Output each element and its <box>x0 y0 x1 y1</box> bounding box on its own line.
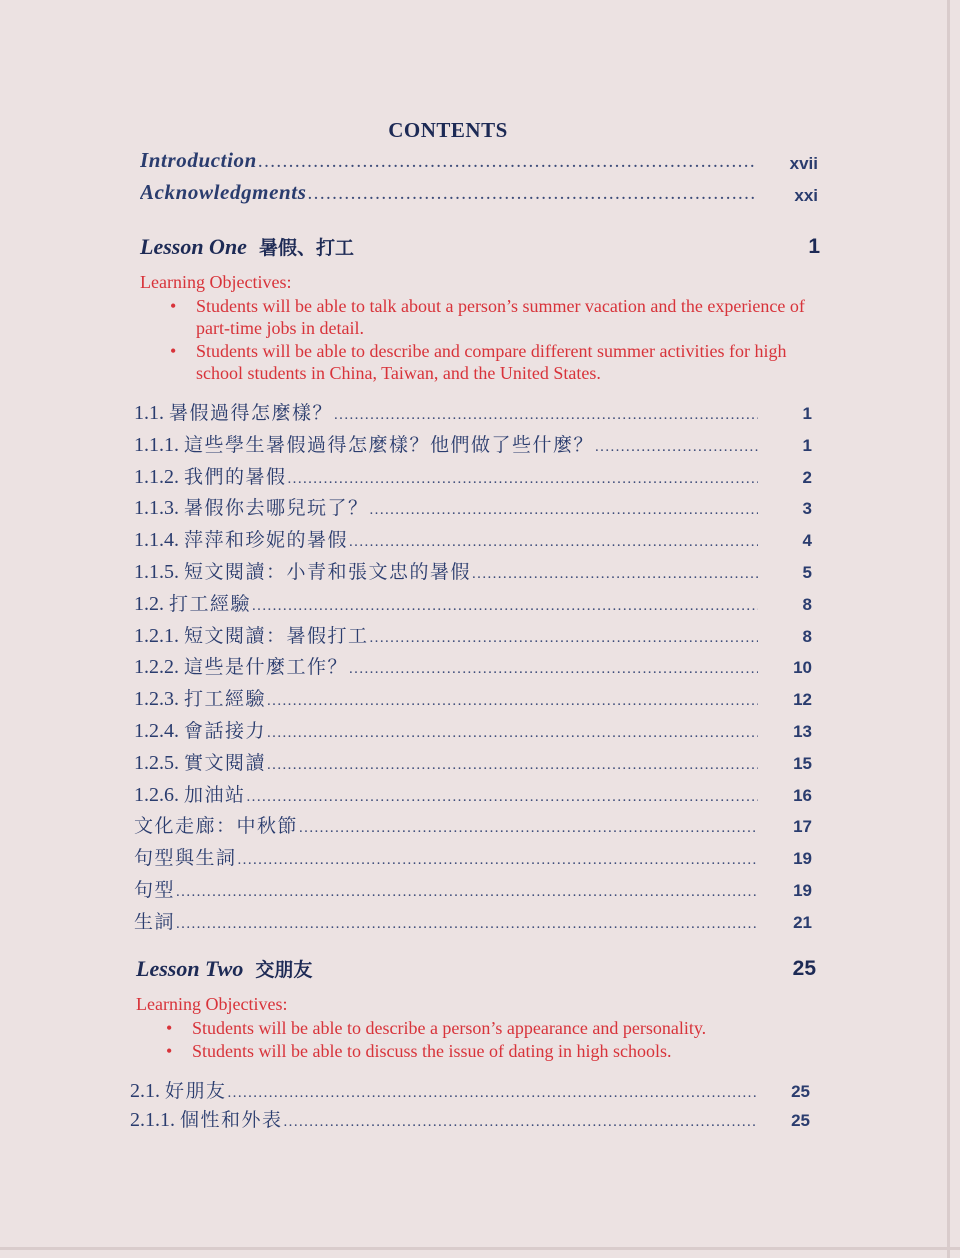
toc-entry-label <box>134 652 348 679</box>
toc-entry-label <box>134 684 266 711</box>
toc-entry-label <box>134 811 298 838</box>
toc-entry-page: 16 <box>793 785 812 805</box>
leader-dots <box>284 1114 758 1131</box>
toc-entry-page: 13 <box>793 722 812 741</box>
leader-dots <box>370 502 758 519</box>
toc-entry[interactable] <box>130 1105 758 1132</box>
toc-entry-text: 打工經驗 <box>169 592 252 615</box>
toc-entry-page: 21 <box>793 912 812 932</box>
toc-entry[interactable] <box>134 557 758 584</box>
toc-entry-page: 15 <box>793 753 812 773</box>
toc-entry-text: 好朋友 <box>165 1080 227 1102</box>
toc-entry-text: 這些學生暑假過得怎麼樣？他們做了些什麼？ <box>184 433 595 456</box>
toc-entry-page: 2 <box>802 467 812 487</box>
toc-entry-text: 句型 <box>134 879 176 901</box>
leader-dots <box>472 566 758 583</box>
lesson-page: 1 <box>808 235 820 258</box>
lesson-heading[interactable] <box>140 233 354 260</box>
toc-entry[interactable] <box>134 462 758 489</box>
toc-entry-label <box>134 875 175 902</box>
toc-entry-text: 加油站 <box>184 783 246 806</box>
toc-entry-label <box>134 621 369 648</box>
leader-dots <box>176 884 758 901</box>
lesson-title: Lesson Two <box>136 956 244 981</box>
leader-dots <box>228 1085 758 1102</box>
toc-entry-text: 暑假你去哪兒玩了？ <box>184 497 369 520</box>
toc-entry[interactable] <box>134 748 758 775</box>
objective-item: • Students will be able to describe and compare different summer activities for high school students in China, Taiwan, and the United States. <box>166 340 822 384</box>
toc-entry-text: 短文閱讀：暑假打工 <box>184 624 369 647</box>
toc-entry-page: 3 <box>802 499 812 519</box>
toc-entry-label <box>130 1105 283 1132</box>
toc-entry-number: 1.1.2. <box>134 465 179 488</box>
toc-entry-number: 1.1. <box>134 402 164 424</box>
objective-item: • Students will be able to discuss the issue of dating in high schools. <box>162 1040 822 1062</box>
toc-entry-text: 萍萍和珍妮的暑假 <box>184 529 349 552</box>
leader-dots <box>299 820 758 837</box>
toc-entry-text: 短文閱讀：小青和張文忠的暑假 <box>184 561 472 583</box>
toc-entry-page: 25 <box>791 1082 810 1101</box>
toc-entry-text: 句型與生詞 <box>134 847 237 870</box>
leader-dots <box>247 789 758 806</box>
toc-entry-label <box>134 589 251 616</box>
toc-entry[interactable] <box>134 430 758 457</box>
toc-entry-label: Introduction <box>140 148 257 172</box>
toc-entry-number: 2.1.1. <box>130 1108 175 1131</box>
objectives-list <box>166 295 822 385</box>
toc-entry-number: 1.2.6. <box>134 783 179 806</box>
page-title: CONTENTS <box>388 118 508 142</box>
toc-entry-label <box>134 557 471 584</box>
leader-dots <box>267 757 758 774</box>
toc-entry[interactable] <box>134 525 758 552</box>
toc-entry-label <box>130 1076 227 1103</box>
toc-entry-number: 2.1. <box>130 1080 160 1102</box>
lesson-heading[interactable] <box>136 955 312 982</box>
toc-entry-page: 5 <box>802 563 812 582</box>
toc-entry[interactable] <box>130 1076 758 1103</box>
toc-entry-label <box>134 716 266 743</box>
toc-entry-page: 25 <box>791 1110 810 1130</box>
leader-dots <box>308 183 756 205</box>
toc-entry-page: 4 <box>802 531 812 551</box>
page-edge-right <box>947 0 950 1258</box>
toc-entry[interactable] <box>134 780 758 807</box>
objectives-title: Learning Objectives: <box>136 994 288 1014</box>
toc-entry-page: 19 <box>793 849 812 869</box>
toc-entry-text: 實文閱讀 <box>184 751 267 774</box>
leader-dots <box>258 151 756 173</box>
toc-entry-page: 1 <box>802 404 812 423</box>
toc-entry-text: 生詞 <box>134 910 176 933</box>
toc-entry-number: 1.1.4. <box>134 529 179 552</box>
toc-entry[interactable] <box>134 493 758 520</box>
toc-entry[interactable] <box>134 589 758 616</box>
toc-entry-label <box>134 462 287 489</box>
leader-dots <box>238 852 758 869</box>
toc-entry-text: 打工經驗 <box>184 688 267 711</box>
leader-dots <box>288 471 758 488</box>
toc-entry-text: 會話接力 <box>184 720 267 742</box>
toc-entry[interactable] <box>134 398 758 425</box>
toc-entry-acknowledgments[interactable] <box>140 180 756 205</box>
toc-entry-label: Acknowledgments <box>140 180 307 204</box>
toc-entry-number: 1.2.3. <box>134 688 179 711</box>
toc-entry-page: 8 <box>802 626 812 646</box>
leader-dots <box>349 661 758 678</box>
toc-entry-number: 1.1.3. <box>134 497 179 520</box>
toc-entry-page: xxi <box>794 186 818 205</box>
toc-entry-page: 8 <box>802 594 812 614</box>
lesson-title-zh: 暑假、打工 <box>258 237 354 259</box>
toc-entry-label <box>134 907 175 934</box>
toc-entry-page: xvii <box>789 154 818 173</box>
leader-dots <box>334 407 758 424</box>
toc-entry-page: 19 <box>793 881 812 900</box>
lesson-title: Lesson One <box>140 234 247 259</box>
toc-entry-page: 1 <box>802 435 812 455</box>
toc-entry[interactable] <box>134 652 758 679</box>
objective-item: • Students will be able to talk about a person’s summer vacation and the experience of part-time jobs in detail. <box>166 295 822 339</box>
toc-entry-number: 1.2.5. <box>134 751 179 774</box>
toc-entry-number: 1.2.2. <box>134 656 179 679</box>
page-edge-bottom <box>0 1247 960 1250</box>
toc-entry-number: 1.2.4. <box>134 720 179 742</box>
toc-entry[interactable] <box>134 907 758 934</box>
leader-dots <box>349 534 758 551</box>
toc-entry-text: 我們的暑假 <box>184 465 287 488</box>
leader-dots <box>267 725 758 742</box>
lesson-title-zh: 交朋友 <box>255 959 313 981</box>
leader-dots <box>176 916 758 933</box>
toc-entry-number: 1.2.1. <box>134 624 179 647</box>
toc-entry-text: 這些是什麼工作？ <box>184 656 349 679</box>
toc-entry[interactable] <box>134 875 758 902</box>
toc-entry-label <box>134 493 369 520</box>
toc-entry-label <box>134 780 246 807</box>
toc-entry[interactable] <box>134 684 758 711</box>
objectives-title: Learning Objectives: <box>140 272 292 292</box>
toc-entry-page: 17 <box>793 817 812 837</box>
toc-entry-introduction[interactable] <box>140 148 756 173</box>
objective-item: • Students will be able to describe a person’s appearance and personality. <box>162 1017 822 1039</box>
toc-entry[interactable] <box>134 621 758 648</box>
leader-dots <box>595 439 758 456</box>
toc-entry-label <box>134 398 333 425</box>
toc-entry[interactable] <box>134 843 758 870</box>
leader-dots <box>267 693 758 710</box>
toc-entry-label <box>134 430 594 457</box>
toc-entry[interactable] <box>134 811 758 838</box>
toc-entry-label <box>134 525 348 552</box>
toc-entry-text: 暑假過得怎麼樣？ <box>169 402 334 424</box>
lesson-page: 25 <box>792 957 816 980</box>
toc-entry-page: 12 <box>793 690 812 710</box>
toc-entry-number: 1.1.1. <box>134 433 179 456</box>
toc-entry-number: 1.2. <box>134 592 164 615</box>
toc-entry-label <box>134 748 266 775</box>
toc-entry-text: 個性和外表 <box>180 1108 283 1131</box>
leader-dots <box>252 598 758 615</box>
toc-entry-text: 文化走廊：中秋節 <box>134 815 299 838</box>
toc-entry-page: 10 <box>793 658 812 678</box>
toc-entry[interactable] <box>134 716 758 743</box>
objectives-list <box>162 1017 822 1063</box>
toc-entry-number: 1.1.5. <box>134 561 179 583</box>
toc-entry-label <box>134 843 237 870</box>
leader-dots <box>370 630 758 647</box>
